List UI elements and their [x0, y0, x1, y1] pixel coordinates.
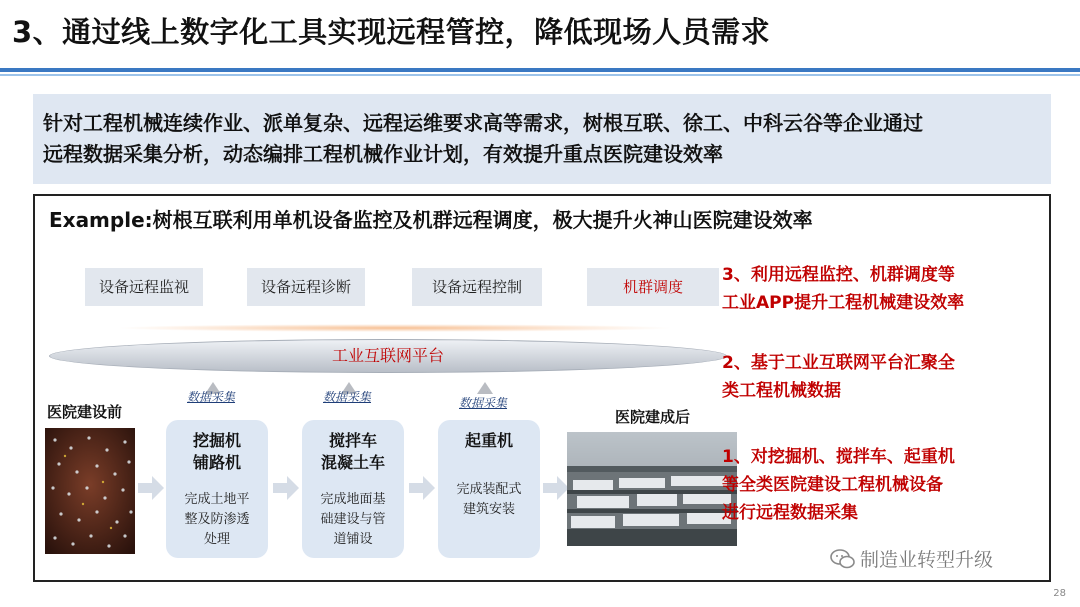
note-line: 3、利用远程监控、机群调度等	[722, 265, 955, 285]
intro-line: 针对工程机械连续作业、派单复杂、远程运维要求高等需求，树根互联、徐工、中科云谷等企业通过	[43, 111, 923, 135]
note-line: 类工程机械数据	[722, 381, 841, 401]
before-label: 医院建设前	[47, 403, 123, 421]
note-line: 进行远程数据采集	[722, 503, 858, 523]
watermark	[830, 545, 993, 572]
page-title: 3、通过线上数字化工具实现远程管控，降低现场人员需求	[12, 15, 771, 49]
note-3	[722, 261, 964, 317]
note-1	[722, 443, 955, 527]
data-collect-label: 数据采集	[187, 390, 236, 404]
feature-remote-diagnose: 设备远程诊断	[247, 268, 365, 306]
card-desc-line: 完成装配式	[456, 482, 522, 497]
note-line: 1、对挖掘机、搅拌车、起重机	[722, 447, 955, 467]
intro-panel	[33, 94, 1051, 184]
card-desc-line: 建筑安装	[462, 502, 515, 517]
card-title-line: 铺路机	[192, 453, 241, 472]
feature-remote-control: 设备远程控制	[412, 268, 542, 306]
card-title-line: 搅拌车	[328, 431, 377, 450]
flow-arrow-icon	[409, 476, 435, 500]
mixer-truck-card	[302, 420, 404, 558]
note-line: 工业APP提升工程机械建设效率	[722, 293, 965, 313]
glow-line	[115, 324, 675, 332]
note-line: 2、基于工业互联网平台汇聚全	[722, 353, 955, 373]
card-title-line: 混凝土车	[320, 453, 385, 472]
after-construction-photo	[567, 432, 737, 546]
intro-line: 远程数据采集分析，动态编排工程机械作业计划，有效提升重点医院建设效率	[43, 142, 723, 166]
flow-arrow-icon	[543, 476, 569, 500]
flow-arrow-icon	[273, 476, 299, 500]
card-desc-line: 完成地面基	[320, 492, 386, 507]
card-desc-line: 础建设与管	[320, 512, 386, 527]
data-collect-label: 数据采集	[459, 396, 508, 410]
card-desc-line: 处理	[203, 532, 230, 547]
feature-remote-monitor: 设备远程监视	[85, 268, 203, 306]
card-desc-line: 整及防渗透	[184, 512, 250, 527]
card-desc-line: 完成土地平	[184, 492, 250, 507]
note-2	[722, 349, 955, 405]
flow-arrow-icon	[138, 476, 164, 500]
card-desc-line: 道铺设	[333, 532, 373, 547]
page-number: 28	[1053, 588, 1066, 599]
platform-bar: 工业互联网平台	[49, 339, 727, 373]
feature-fleet-dispatch: 机群调度	[587, 268, 719, 306]
note-line: 等全类医院建设工程机械设备	[722, 475, 943, 495]
card-title-line: 起重机	[464, 431, 513, 450]
excavator-card	[166, 420, 268, 558]
after-label: 医院建成后	[615, 408, 691, 426]
card-title-line: 挖掘机	[192, 431, 241, 450]
watermark-text: 制造业转型升级	[860, 549, 994, 571]
title-rule-light	[0, 74, 1080, 76]
data-collect-label: 数据采集	[323, 390, 372, 404]
up-arrow-icon	[477, 382, 493, 394]
crane-card	[438, 420, 540, 558]
example-title: Example:树根互联利用单机设备监控及机群远程调度，极大提升火神山医院建设效率	[49, 208, 813, 232]
title-rule	[0, 68, 1080, 72]
before-construction-photo	[45, 428, 135, 554]
wechat-icon	[830, 548, 856, 570]
